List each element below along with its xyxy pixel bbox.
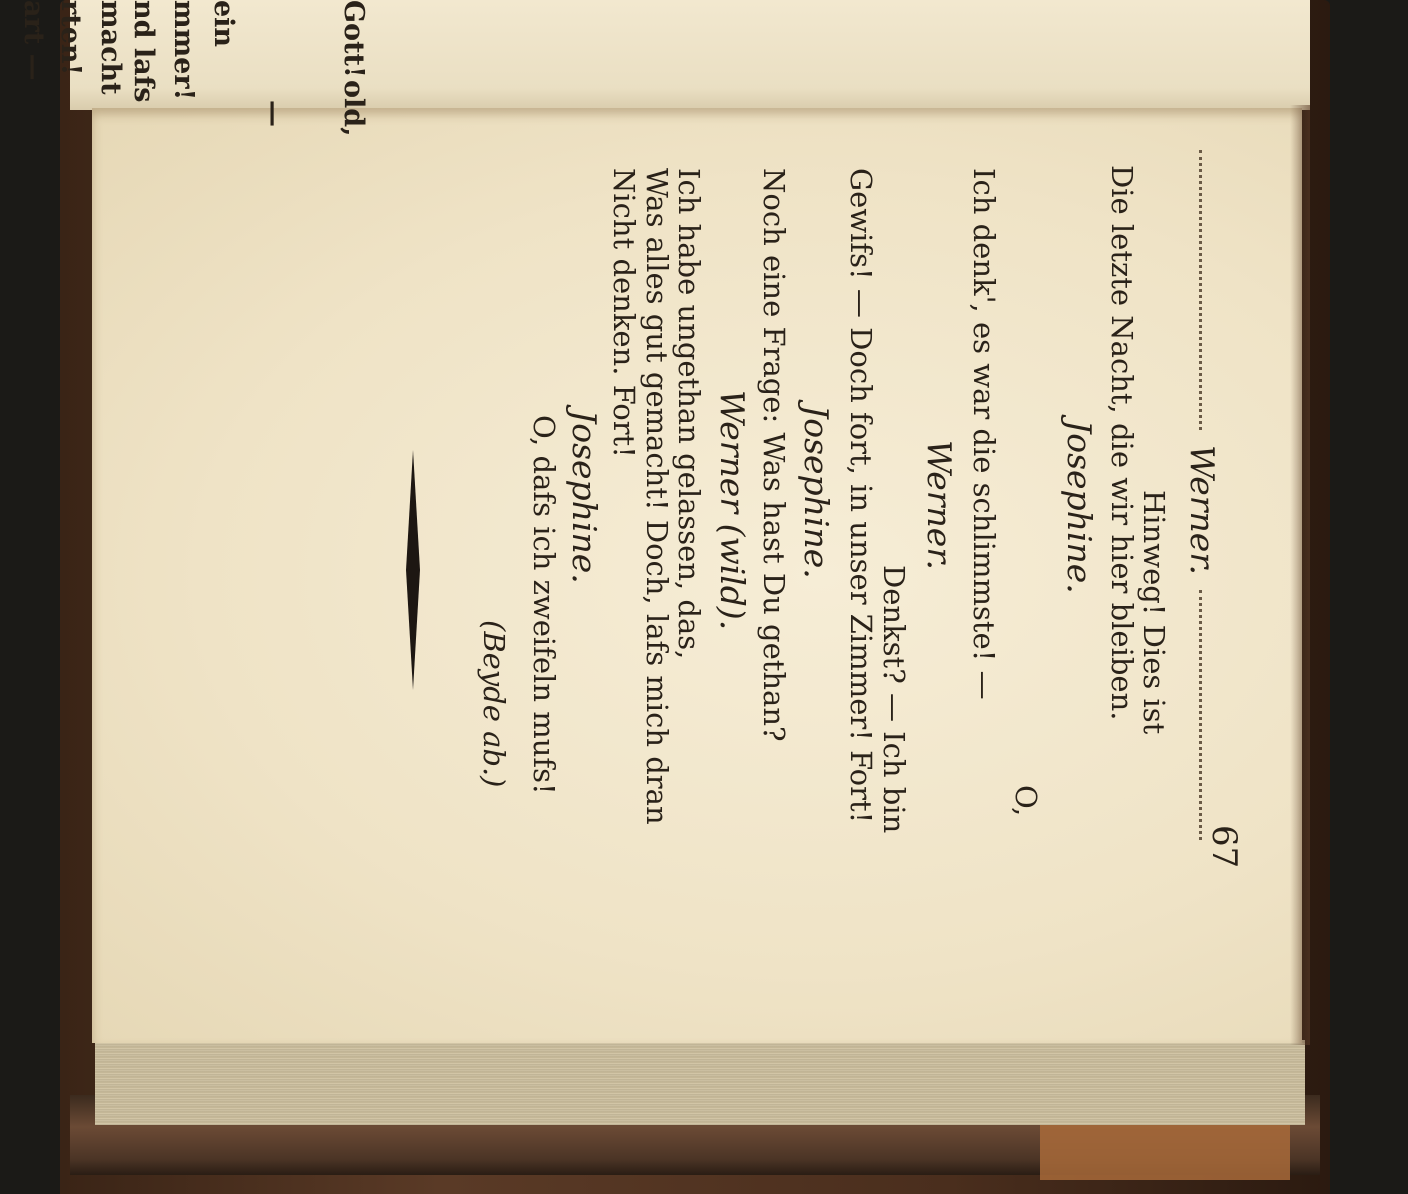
speaker-name: Werner. xyxy=(920,440,959,570)
prev-line: old, xyxy=(338,80,369,137)
prev-line: — xyxy=(258,100,289,127)
page-edges xyxy=(95,1040,1305,1125)
page-text xyxy=(477,120,1244,1020)
verse-line: Hinweg! Dies ist xyxy=(1137,490,1171,735)
top-ornament-left xyxy=(1195,150,1202,430)
page-number: 67 xyxy=(1204,825,1244,869)
verse-line: Was alles gut gemacht! Doch, lafs mich dran xyxy=(640,168,674,825)
stage-direction: (Beyde ab.) xyxy=(477,620,511,788)
speaker-name: Josephine. xyxy=(1060,420,1099,594)
prev-line: macht xyxy=(95,0,126,95)
prev-line: Gott! xyxy=(338,0,369,78)
verse-line: Ich denk', es war die schlimmste! — xyxy=(967,168,1001,700)
verse-line: Gewifs! — Doch fort, in unser Zimmer! Fort! xyxy=(844,168,878,824)
prev-line: nd lafs xyxy=(128,0,159,103)
verse-line: O, dafs ich zweifeln mufs! xyxy=(527,415,561,795)
top-ornament-right xyxy=(1195,590,1202,840)
verse-line: Noch eine Frage: Was hast Du gethan? xyxy=(757,168,791,742)
verse-line: Ich habe ungethan gelassen, das, xyxy=(672,168,706,660)
prev-line: rten! xyxy=(55,0,86,76)
verse-line: O, xyxy=(1009,785,1043,817)
speaker-name: Werner. xyxy=(1183,445,1222,575)
speaker-name: Werner (wild). xyxy=(713,390,752,631)
speaker-name: Josephine. xyxy=(797,405,836,579)
verse-line: Denkst? — Ich bin xyxy=(877,565,911,834)
previous-page-text xyxy=(18,0,370,137)
prev-line: mmer! xyxy=(168,0,199,101)
prev-line: art — xyxy=(18,0,49,81)
speaker-name: Josephine. xyxy=(565,410,604,584)
verse-line: Nicht denken. Fort! xyxy=(607,168,641,458)
prev-line: ein xyxy=(208,0,239,48)
verse-line: Die letzte Nacht, die wir hier bleiben. xyxy=(1105,165,1139,721)
cover-leather-patch xyxy=(1040,1120,1290,1180)
page-gutter xyxy=(1290,105,1310,1045)
